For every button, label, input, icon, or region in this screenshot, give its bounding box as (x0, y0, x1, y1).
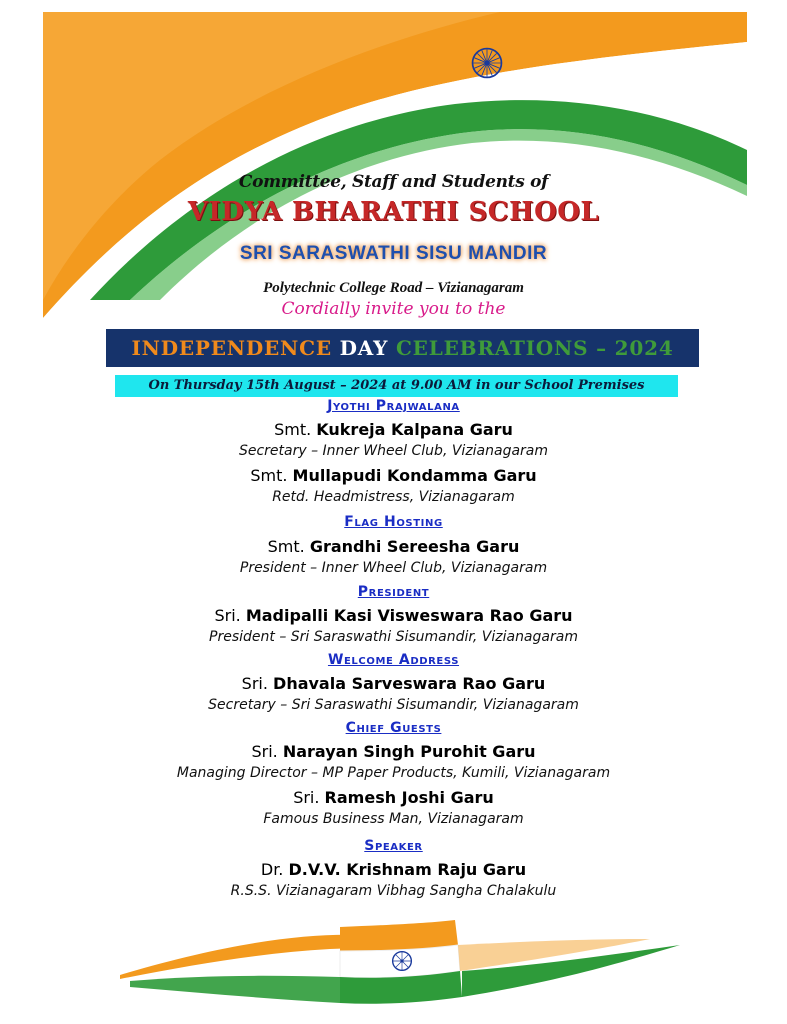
guest-role: Managing Director – MP Paper Products, Kumili, Vizianagaram (176, 765, 611, 781)
guest-name: Dhavala Sarveswara Rao Garu (273, 674, 546, 693)
guest-name-line (0, 420, 787, 439)
guest-title: Smt. (274, 420, 312, 439)
section-heading: President (357, 584, 430, 600)
guest-name: D.V.V. Krishnam Raju Garu (288, 860, 527, 879)
address-text: Polytechnic College Road – Vizianagaram (263, 280, 524, 296)
guest-title: Sri. (214, 606, 241, 625)
guest-title: Dr. (260, 860, 284, 879)
sub-school-name: SRI SARASWATHI SISU MANDIR (239, 243, 548, 264)
guest-name-line (0, 537, 787, 556)
guest-name: Mullapudi Kondamma Garu (292, 466, 537, 485)
guest-title: Sri. (293, 788, 320, 807)
guest-role: Famous Business Man, Vizianagaram (263, 811, 524, 827)
section-heading: Welcome Address (327, 652, 460, 668)
guest-name-line (0, 860, 787, 879)
intro-text: Committee, Staff and Students of (238, 172, 549, 192)
guest-title: Smt. (250, 466, 288, 485)
guest-role: Retd. Headmistress, Vizianagaram (272, 489, 515, 505)
invite-text: Cordially invite you to the (281, 299, 506, 319)
guest-role: President – Sri Saraswathi Sisumandir, Vizianagaram (209, 629, 578, 645)
guest-name-line (0, 606, 787, 625)
guest-name: Kukreja Kalpana Garu (316, 420, 513, 439)
guest-name: Narayan Singh Purohit Garu (282, 742, 536, 761)
guest-role: President – Inner Wheel Club, Vizianagaram (239, 560, 548, 576)
guest-role: Secretary – Inner Wheel Club, Vizianagaram (238, 443, 549, 459)
section-heading: Speaker (364, 838, 423, 854)
date-line: On Thursday 15th August – 2024 at 9.00 AM in our School Premises (115, 375, 678, 397)
guest-name-line (0, 674, 787, 693)
guest-role: Secretary – Sri Saraswathi Sisumandir, Vizianagaram (208, 697, 579, 713)
guest-role: R.S.S. Vizianagaram Vibhag Sangha Chalakulu (230, 883, 557, 899)
guest-name: Ramesh Joshi Garu (324, 788, 494, 807)
section-heading: Chief Guests (345, 720, 442, 736)
guest-name: Madipalli Kasi Visweswara Rao Garu (245, 606, 573, 625)
school-name: VIDYA BHARATHI SCHOOL (187, 197, 600, 227)
guest-title: Smt. (267, 537, 305, 556)
guest-title: Sri. (241, 674, 268, 693)
ashoka-chakra-bottom-icon (391, 950, 413, 972)
banner-word-celebrations: CELEBRATIONS – 2024 (395, 336, 674, 360)
ashoka-chakra-top-icon (470, 46, 504, 80)
event-title-banner (106, 329, 699, 367)
guest-title: Sri. (251, 742, 278, 761)
guest-name-line (0, 742, 787, 761)
section-heading: Flag Hosting (344, 514, 443, 530)
banner-word-day: DAY (339, 336, 389, 360)
guest-name-line (0, 466, 787, 485)
banner-word-independence: INDEPENDENCE (131, 336, 332, 360)
guest-name-line (0, 788, 787, 807)
section-heading: Jyothi Prajwalana (327, 398, 460, 414)
guest-name: Grandhi Sereesha Garu (309, 537, 520, 556)
